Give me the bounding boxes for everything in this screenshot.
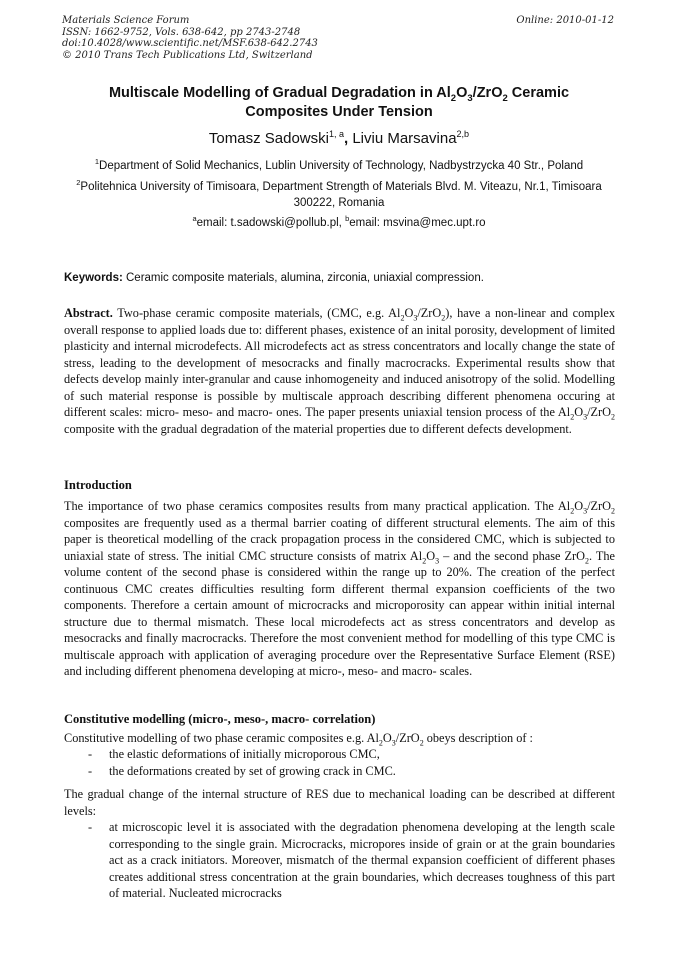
- author-emails: $^a$email: t.sadowski@pollub.pl, $^b$email: msvina@mec.upt.ro: [192, 214, 486, 229]
- journal-header: [62, 15, 318, 61]
- constitutive-intro: Constitutive modelling of two phase ceramic composites e.g. $Al_2O_3/ZrO_2$ obeys description of :: [64, 731, 533, 748]
- abstract: Abstract. Two-phase ceramic composite materials, (CMC, e.g. $Al_2O_3/ZrO_2$), have a non-linear and complex overall response to applied loads due to: different phases, existence of an inital porosity, development of limited plasticity and internal microdefects. All microdefects act as stress concentrators and locally change the state of stress, leading to the development of mesocracks and finally macrocracks. Experimental results show that defects develop mainly inter-granular and cause inhomogeneity and induced anisotropy of the solid. Modelling of such material response is possible by multiscale approach describing different phenomena occuring at different scales: micro- meso- and macro- ones. The paper presents uniaxial tension process of the $Al_2O_3/ZrO_2$ composite with the gradual degradation of the material properties due to different defects development.: [64, 306, 615, 436]
- doi-line: doi:10.4028/www.scientific.net/MSF.638-642.2743: [62, 38, 318, 49]
- paper-title: Multiscale Modelling of Gradual Degradation in $Al_2O_3/ZrO_2$ Ceramic Composites Under Tension: [108, 85, 570, 120]
- list-item: - the elastic deformations of initially microporous CMC,: [88, 747, 380, 761]
- list-item: - at microscopic level it is associated with the degradation phenomena developing at the length scale corresponding to the single grain. Microcracks, micropores inside of grain or at the grain boundaries act as a crack initiators. Moreover, mismatch of the thermal expansion coefficient of different phases creates additional stress concentration at the grain boundaries, which decreases toughness of this part of material. Nucleated microcracks: [88, 820, 615, 900]
- journal-name: Materials Science Forum: [62, 15, 190, 26]
- keywords-label: Keywords:: [64, 272, 123, 284]
- keywords: Keywords: Ceramic composite materials, alumina, zirconia, uniaxial compression.: [64, 272, 484, 284]
- copyright-line: © 2010 Trans Tech Publications Ltd, Switzerland: [62, 49, 313, 61]
- section-heading-constitutive: Constitutive modelling (micro-, meso-, macro- correlation): [64, 712, 376, 726]
- list-item: - the deformations created by set of growing crack in CMC.: [88, 763, 396, 778]
- affiliation-1: $^1$Department of Solid Mechanics, Lublin University of Technology, Nadbystrzycka 40 Str., Poland: [94, 157, 584, 172]
- section-heading-introduction: Introduction: [64, 478, 132, 492]
- issn-line: ISSN: 1662-9752, Vols. 638-642, pp 2743-2748: [62, 26, 301, 38]
- introduction-paragraph: The importance of two phase ceramics composites results from many practical application. The $Al_2O_3/ZrO_2$ composites are frequently used as a thermal barrier coating of different structural elements. The aim of this paper is theoretical modelling of the crack propagation process in the considered CMC, which is subjected to uniaxial state of stress. The initial CMC structure consists of matrix $Al_2O_3$ – and the second phase ZrO$_2$. The volume content of the second phase is considered within the range up to 20%. The creation of the perfect continuous CMC creates difficulties resulting form different thermal expansion coefficients of the two components. Therefore a certain amount of microcracks and microporosity can appear within initial internal structure due to thermal mismatch. These local microdefects act as stress concentrators and develop as mesocracks and finally macrocracks. Therefore the most convenient method for modelling of this type CMC is multiscale approach with application of averaging procedure over the Representative Surface Element (RSE) and including different phenomena developing at micro-, meso- and macro- scales.: [64, 499, 616, 678]
- author-list: Tomasz Sadowski$^{1, a}$, Liviu Marsavina$^{2,b}$: [208, 129, 470, 147]
- levels-list: [64, 819, 615, 902]
- author-name: Tomasz Sadowski: [208, 130, 329, 147]
- affiliation-2: $^2$Politehnica University of Timisoara, Department Strength of Materials Blvd. M. Viteazu, Nr.1, Timisoara 300222, Romania: [76, 178, 602, 209]
- description-list: [64, 746, 615, 779]
- author-name: Liviu Marsavina: [348, 130, 457, 147]
- abstract-label: Abstract.: [64, 306, 113, 320]
- gradual-change-paragraph: The gradual change of the internal structure of RES due to mechanical loading can be described at different levels:: [64, 787, 615, 818]
- online-date: Online: 2010-01-12: [516, 15, 614, 26]
